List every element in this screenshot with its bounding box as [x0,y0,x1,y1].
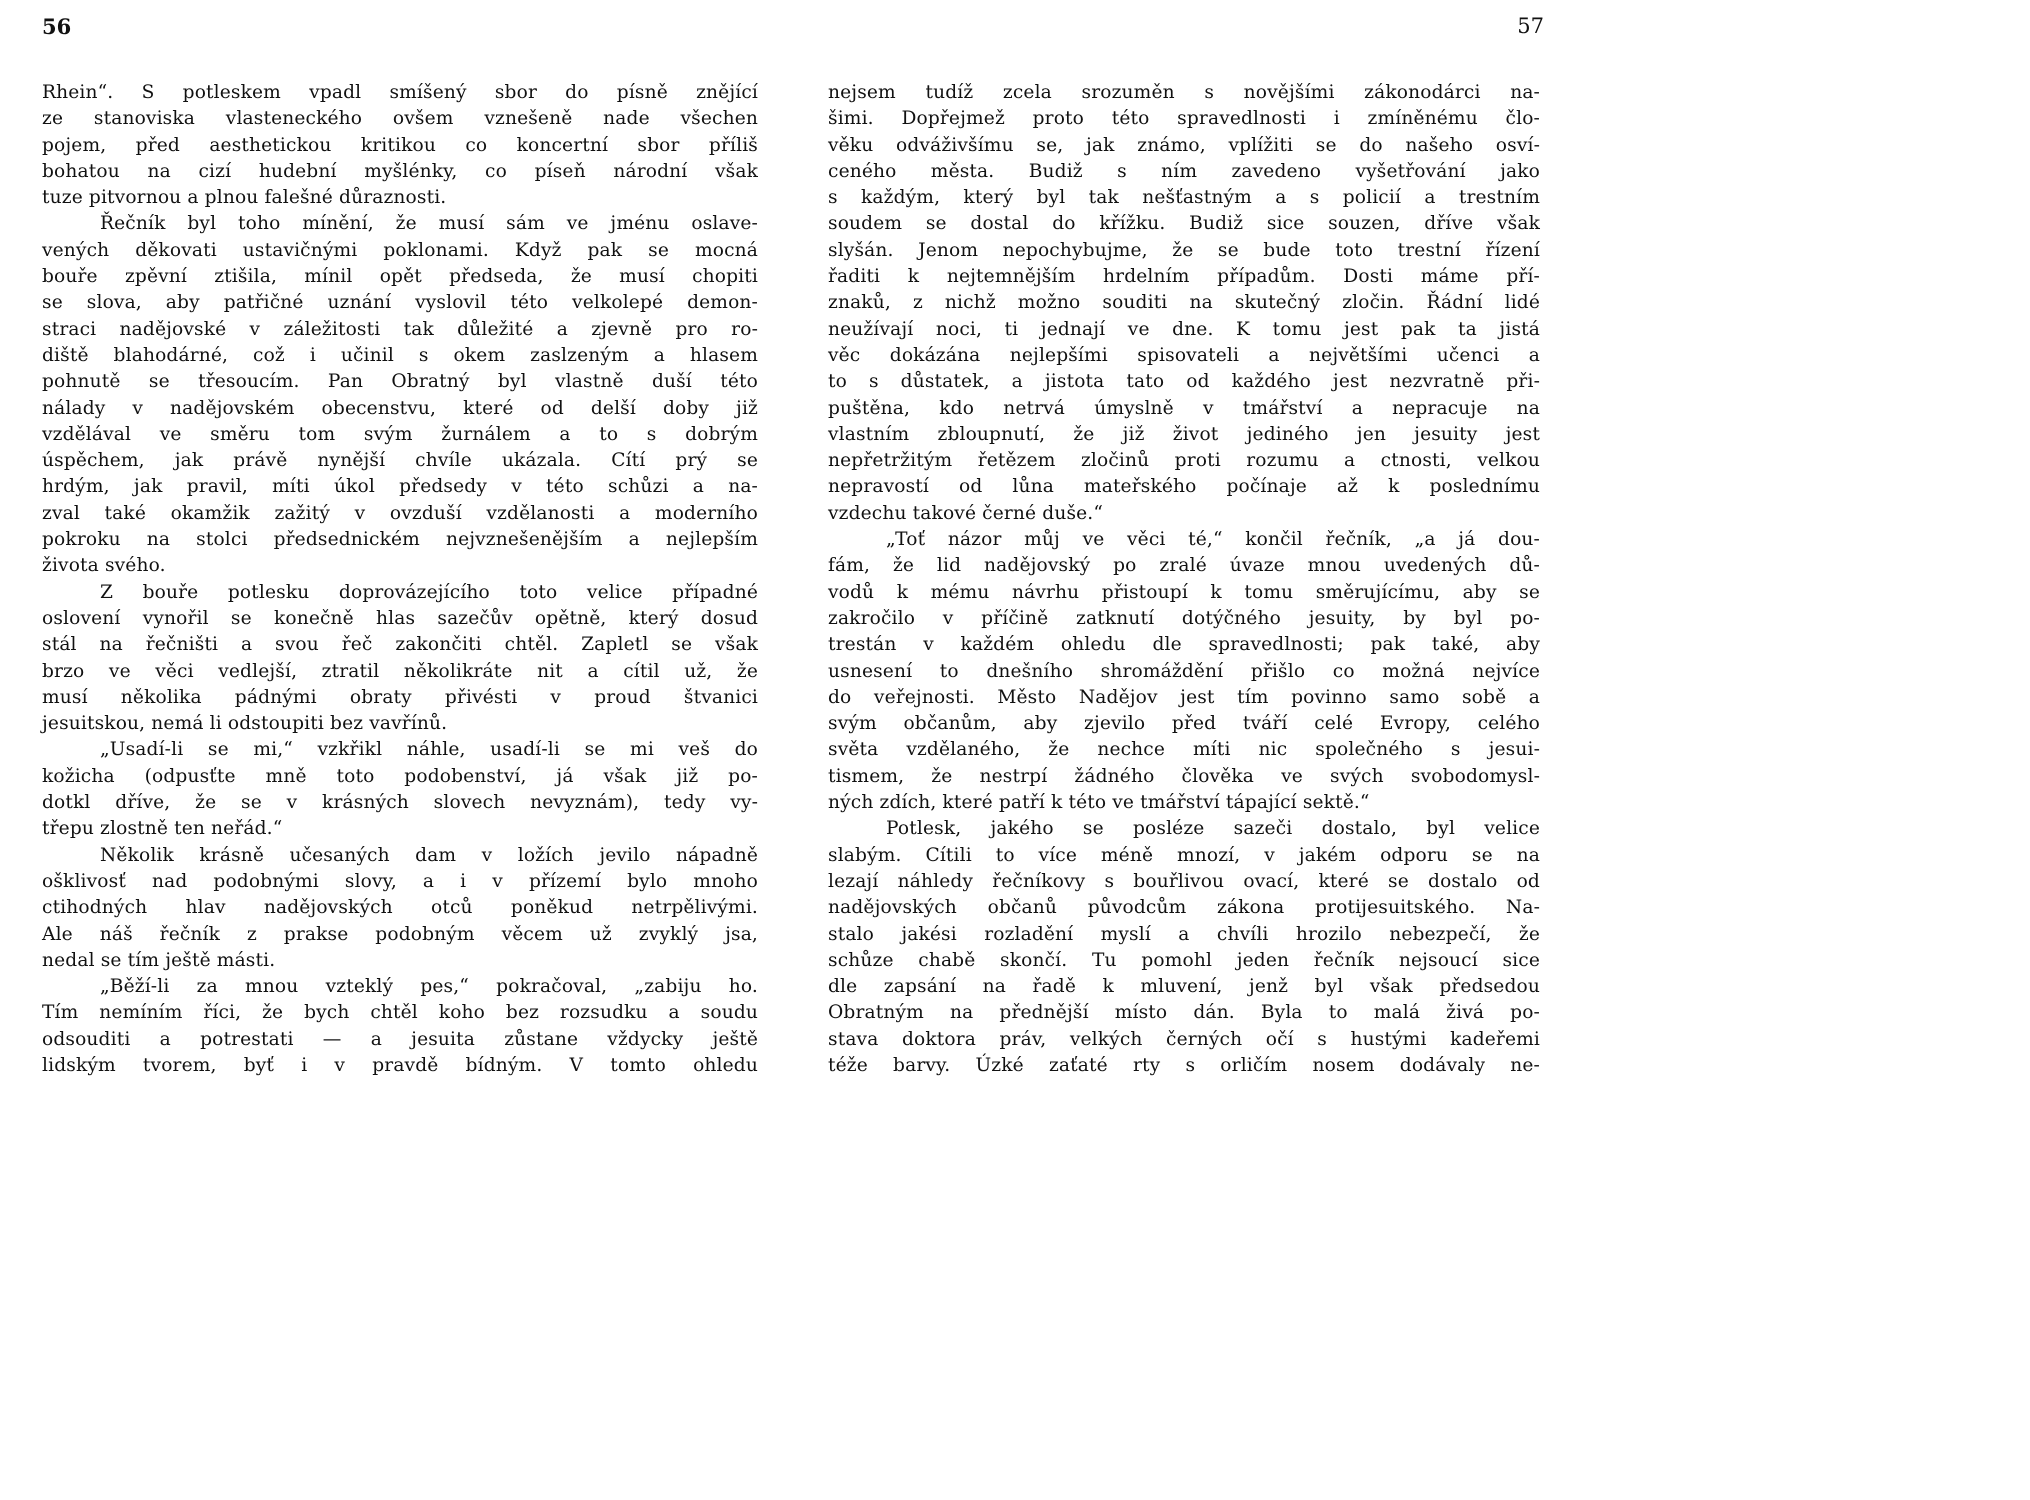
text-line: stál na řečništi a svou řeč zakončiti chtěl. Zapletl se však [42,634,758,656]
text-line: puštěna, kdo netrvá úmyslně v tmářství a nepracuje na [828,397,1540,419]
text-line: schůze chabě skončí. Tu pomohl jeden řečník nejsoucí sice [828,949,1540,971]
text-line: to s důstatek, a jistota tato od každého jest nezvratně při- [828,371,1540,393]
text-line: ošklivosť nad podobnými slovy, a i v přízemí bylo mnoho [42,870,758,892]
text-line: Řečník byl toho mínění, že musí sám ve jménu oslave- [100,213,758,235]
text-line: soudem se dostal do křížku. Budiž sice souzen, dříve však [828,213,1540,235]
text-line: tismem, že nestrpí žádného člověka ve svých svobodomysl- [828,765,1540,787]
text-line: dotkl dříve, že se v krásných slovech nevyznám), tedy vy- [42,792,758,814]
right-page [784,0,1568,1155]
text-line: téže barvy. Úzké zaťaté rty s orličím nosem dodávaly ne- [828,1054,1540,1076]
text-line: věc dokázána nejlepšími spisovateli a největšími učenci a [828,344,1540,366]
text-line: šimi. Dopřejmež proto této spravedlnosti i zmíněnému člo- [828,108,1540,130]
text-line: nepravostí od lůna mateřského počínaje až k poslednímu [828,476,1540,498]
text-line: stava doktora práv, velkých černých očí s hustými kadeřemi [828,1028,1540,1050]
text-line: nálady v nadějovském obecenstvu, které od delší doby již [42,397,758,419]
text-line: nejsem tudíž zcela srozuměn s novějšími zákonodárci na- [828,82,1540,103]
text-line: bohatou na cizí hudební myšlénky, co píseň národní však [42,160,758,182]
text-line: pojem, před aesthetickou kritikou co koncertní sbor příliš [42,134,758,156]
text-line: ceného města. Budiž s ním zavedeno vyšetřování jako [828,160,1540,182]
text-line: „Běží-li za mnou vzteklý pes,“ pokračoval, „zabiju ho. [100,976,758,998]
text-line: Rhein“. S potleskem vpadl smíšený sbor do písně znějící [42,82,758,103]
text-line: odsouditi a potrestati — a jesuita zůstane vždycky ještě [42,1028,758,1050]
text-line: zval také okamžik zažitý v ovzduší vzdělanosti a moderního [42,502,758,524]
text-line: straci nadějovské v záležitosti tak důležité a zjevně pro ro- [42,318,758,340]
text-line: Ale náš řečník z prakse podobným věcem už zvyklý jsa, [42,923,758,945]
text-line: ných zdích, které patří k této ve tmářství tápající sektě.“ [828,792,1370,814]
page-number-right: 57 [1517,14,1544,38]
text-line: nadějovských občanů původcům zákona protijesuitského. Na- [828,897,1540,919]
left-page [0,0,784,1155]
text-line: věku odváživšímu se, jak známo, vplížiti se do našeho osví- [828,134,1540,156]
text-line: úspěchem, jak právě nynější chvíle ukázala. Cítí prý se [42,450,758,472]
text-line: Potlesk, jakého se posléze sazeči dostalo, byl velice [886,818,1540,840]
text-line: do veřejnosti. Město Nadějov jest tím povinno samo sobě a [828,686,1540,708]
page-number-left: 56 [42,14,72,39]
text-line: fám, že lid nadějovský po zralé úvaze mnou uvedených dů- [828,555,1540,577]
text-line: brzo ve věci vedlejší, ztratil několikráte nit a cítil už, že [42,660,758,682]
text-line: bouře zpěvní ztišila, mínil opět předseda, že musí chopiti [42,266,758,288]
text-line: lidským tvorem, byť i v pravdě bídným. V tomto ohledu [42,1054,758,1076]
text-line: ze stanoviska vlasteneckého ovšem vznešeně nade všechen [42,108,758,130]
text-line: slyšán. Jenom nepochybujme, že se bude toto trestní řízení [828,239,1540,261]
text-line: řaditi k nejtemnějším hrdelním případům. Dosti máme pří- [828,266,1540,288]
text-line: s každým, který byl tak nešťastným a s policií a trestním [828,187,1540,209]
text-line: zakročilo v příčině zatknutí dotýčného jesuity, by byl po- [828,607,1540,629]
text-line: vodů k mému návrhu přistoupí k tomu směrujícímu, aby se [828,581,1540,603]
text-line: musí několika pádnými obraty přivésti v proud štvanici [42,686,758,708]
text-line: diště blahodárné, což i učinil s okem zaslzeným a hlasem [42,344,758,366]
text-line: kožicha (odpusťte mně toto podobenství, já však již po- [42,765,758,787]
text-line: usnesení to dnešního shromáždění přišlo co možná nejvíce [828,660,1540,682]
text-line: vených děkovati ustavičnými poklonami. Když pak se mocná [42,239,758,261]
text-line: oslovení vynořil se konečně hlas sazečův opětně, který dosud [42,607,758,629]
text-line: Tím nemíním říci, že bych chtěl koho bez rozsudku a soudu [42,1002,758,1024]
text-line: lezají náhledy řečníkovy s bouřlivou ovací, které se dostalo od [828,870,1540,892]
text-line: vzdechu takové černé duše.“ [828,502,1104,524]
text-line: trestán v každém ohledu dle spravedlnosti; pak také, aby [828,634,1540,656]
text-line: vlastním zbloupnutí, že již život jediného jen jesuity jest [828,423,1540,445]
text-line: stalo jakési rozladění myslí a chvíli hrozilo nebezpečí, že [828,923,1540,945]
text-line: světa vzdělaného, že nechce míti nic společného s jesui- [828,739,1540,761]
right-page-text [828,80,1540,1079]
text-line: pokroku na stolci předsednickém nejvznešenějším a nejlepším [42,529,758,551]
text-line: „Toť názor můj ve věci té,“ končil řečník, „a já dou- [886,529,1540,551]
text-line: nepřetržitým řetězem zločinů proti rozumu a ctnosti, velkou [828,450,1540,472]
text-line: hrdým, jak pravil, míti úkol předsedy v této schůzi a na- [42,476,758,498]
text-line: života svého. [42,555,166,577]
text-line: Z bouře potlesku doprovázejícího toto velice případné [100,581,758,603]
text-line: dle zapsání na řadě k mluvení, jenž byl však předsedou [828,976,1540,998]
text-line: svým občanům, aby zjevilo před tváří celé Evropy, celého [828,713,1540,735]
text-line: slabým. Cítili to více méně mnozí, v jakém odporu se na [828,844,1540,866]
text-line: se slova, aby patřičné uznání vyslovil této velkolepé demon- [42,292,758,314]
text-line: třepu zlostně ten neřád.“ [42,818,283,840]
text-line: nedal se tím ještě másti. [42,949,276,971]
text-line: vzdělával ve směru tom svým žurnálem a to s dobrým [42,423,758,445]
text-line: jesuitskou, nemá li odstoupiti bez vavřínů. [42,713,448,735]
text-line: Obratným na přednější místo dán. Byla to malá živá po- [828,1002,1540,1024]
text-line: pohnutě se třesoucím. Pan Obratný byl vlastně duší této [42,371,758,393]
text-line: ctihodných hlav nadějovských otců poněkud netrpělivými. [42,897,758,919]
left-page-text [42,80,758,1079]
text-line: neužívají noci, ti jednají ve dne. K tomu jest pak ta jistá [828,318,1540,340]
text-line: Několik krásně učesaných dam v ložích jevilo nápadně [100,844,758,866]
text-line: „Usadí-li se mi,“ vzkřikl náhle, usadí-li se mi veš do [100,739,758,761]
text-line: znaků, z nichž možno souditi na skutečný zločin. Řádní lidé [828,292,1540,314]
text-line: tuze pitvornou a plnou falešné důraznosti. [42,187,447,209]
